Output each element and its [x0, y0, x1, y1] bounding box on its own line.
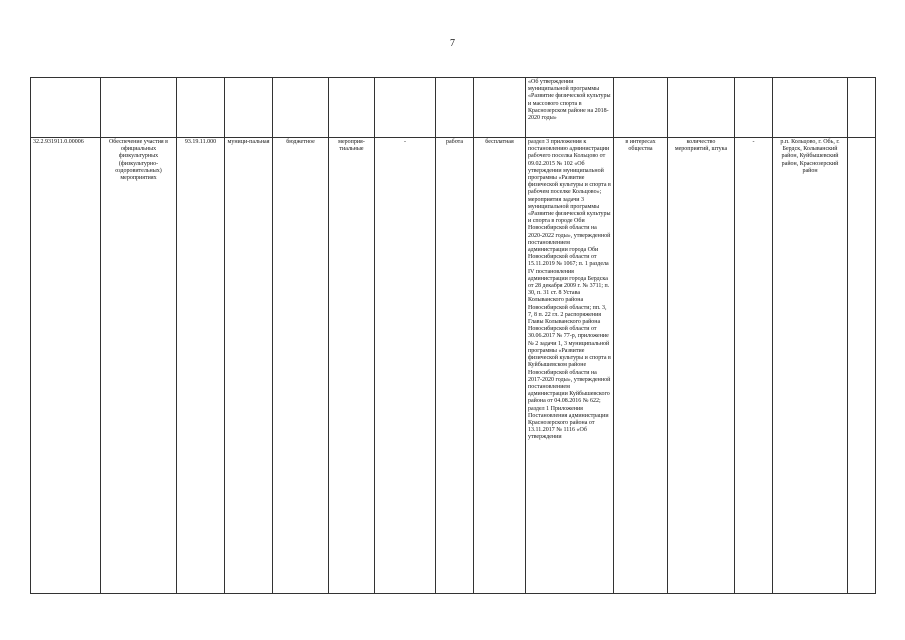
- cell-empty: [101, 78, 177, 138]
- cell-empty: [177, 78, 225, 138]
- cell-empty: [225, 78, 273, 138]
- table-row-continuation: [31, 78, 876, 138]
- cell-legal-basis-continuation: [526, 78, 614, 138]
- cell-empty: [474, 78, 526, 138]
- cell-empty: [31, 78, 101, 138]
- cell-col7: -: [375, 138, 436, 594]
- cell-okved: 93.19.11.000: [177, 138, 225, 594]
- cell-institution-type: бюджетное: [273, 138, 329, 594]
- cell-empty: [329, 78, 375, 138]
- table-row: [31, 138, 876, 594]
- cell-form: мероприя-тиальные: [329, 138, 375, 594]
- cell-registry-number: 32.2.931911.0.00006: [31, 138, 101, 594]
- cell-empty: [375, 78, 436, 138]
- cell-col13: -: [735, 138, 773, 594]
- cell-territory: р.п. Кольцово, г. Обь, г. Бердск, Колыванский район, Куйбышевский район, Краснозерский район: [773, 138, 848, 594]
- registry-table: [30, 77, 876, 594]
- legal-basis-text: раздел 3 приложения к постановлению администрации рабочего поселка Кольцово от 09.02.2015 № 102 «Об утверждении муниципальной программы «Развитие физической культуры и спорта в рабочем поселке Кольцово»; мероприятия задачи 3 муниципальной программы «Развитие физической культуры и спорта в городе Оби Новосибирской области на 2020-2022 годы», утвержденной постановлением администрации города Оби Новосибирской области от 15.11.2019 № 1067; п. 1 раздела IV постановления администрации города Бердска от 28 декабря 2009 г. № 3711; п. 30, п. 31 ст. 8 Устава Колыванского района Новосибирской области; пп. 3, 7, 8 п. 22 гл. 2 распоряжения Главы Колыванского района Новосибирской области от 30.06.2017 № 77-р, приложение № 2 задачи 1, 3 муниципальной программы «Развитие физической культуры и спорта в Куйбышевском районе Новосибирской области на 2017-2020 годы», утвержденной постановлением администрации Куйбышевского района от 04.08.2016 № 622; раздел 1 Приложения Постановления администрации Краснозерского района от 13.11.2017 № 1116 «Об утверждении: [528, 139, 611, 441]
- cell-empty: [668, 78, 735, 138]
- cell-unit: количество мероприятий, штука: [668, 138, 735, 594]
- cell-interest: в интересах общества: [614, 138, 668, 594]
- cell-category: работа: [436, 138, 474, 594]
- page-number: 7: [450, 38, 455, 49]
- cell-empty: [848, 78, 876, 138]
- cell-empty: [735, 78, 773, 138]
- cell-type: муници-пальная: [225, 138, 273, 594]
- cell-empty: [773, 78, 848, 138]
- cell-col15: [848, 138, 876, 594]
- cell-legal-basis: [526, 138, 614, 594]
- cell-empty: [614, 78, 668, 138]
- cell-empty: [273, 78, 329, 138]
- cell-payment: бесплатная: [474, 138, 526, 594]
- cell-service-name: Обеспечение участия в официальных физкультурных (физкультурно-оздоровительных) мероприятиях: [101, 138, 177, 594]
- legal-basis-text: «Об утверждении муниципальной программы «Развитие физической культуры и массового спорта в Краснозерском районе на 2018-2020 годы»: [528, 79, 611, 122]
- cell-empty: [436, 78, 474, 138]
